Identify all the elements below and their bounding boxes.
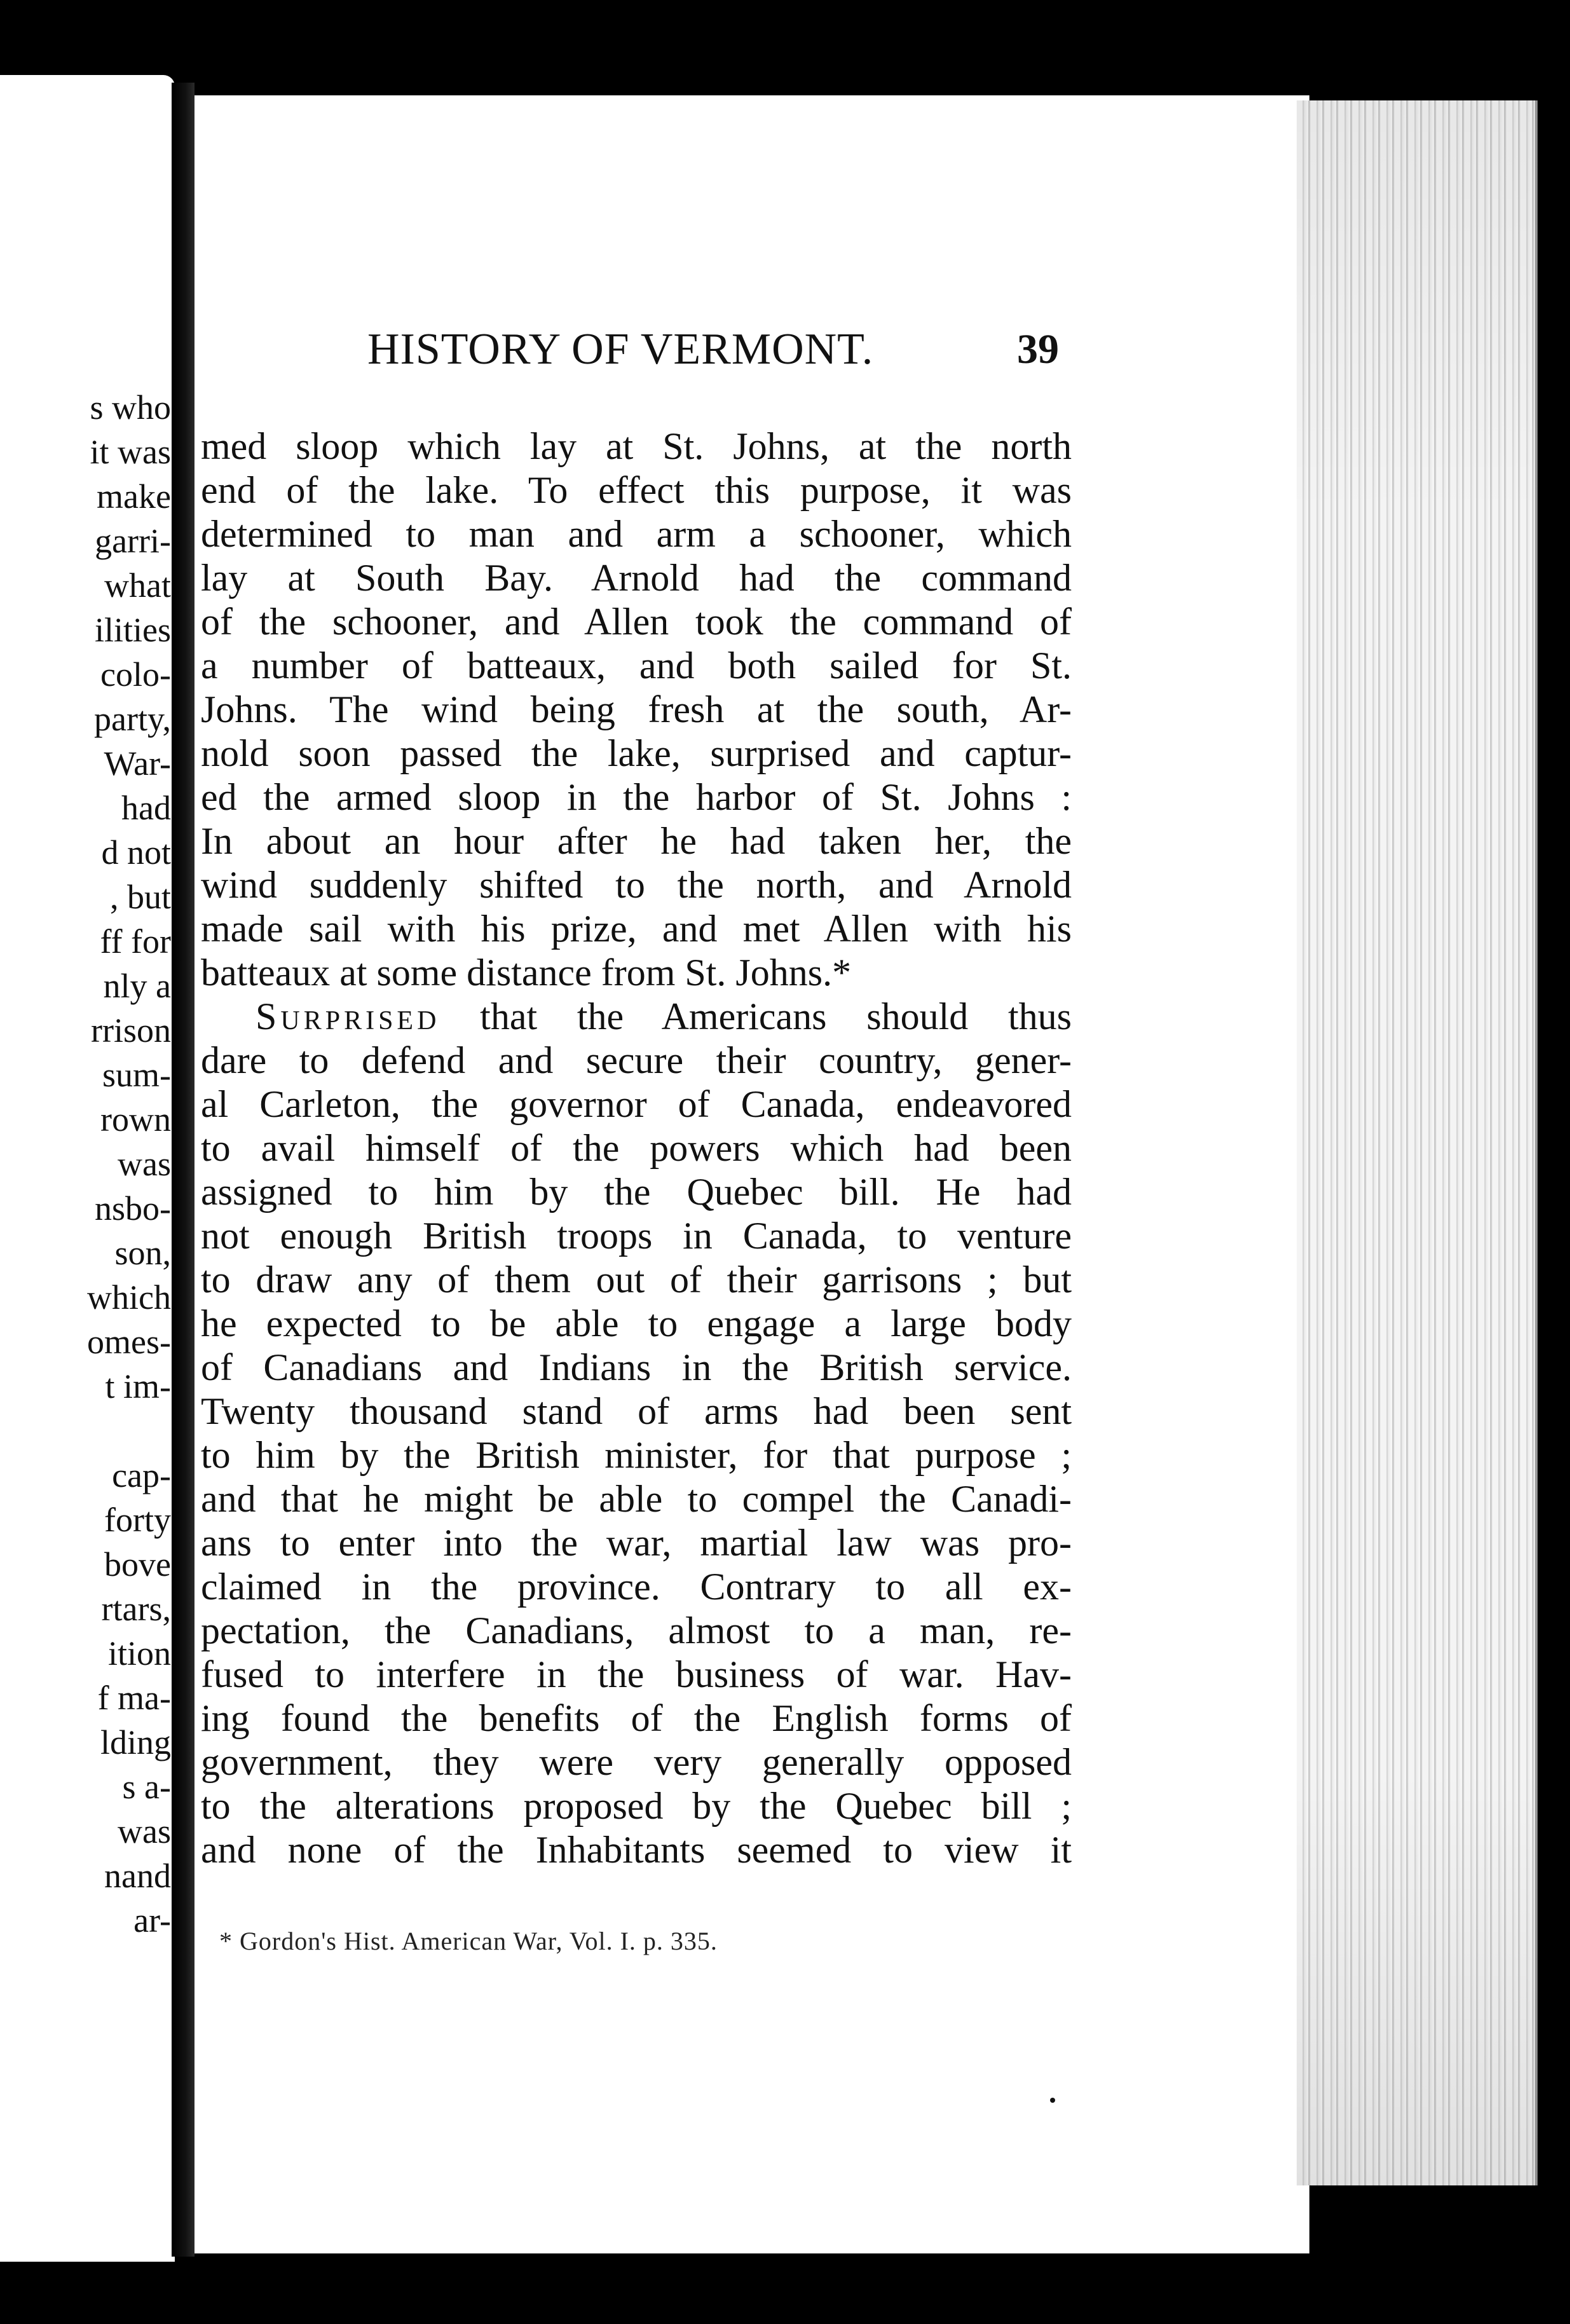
text-line: a number of batteaux, and both sailed for St.	[201, 645, 1072, 687]
left-fragment: f ma-	[97, 1679, 171, 1717]
text-line: nold soon passed the lake, surprised and captur-	[201, 732, 1072, 774]
text-line: In about an hour after he had taken her, the	[201, 820, 1072, 862]
text-line: government, they were very generally opposed	[201, 1741, 1072, 1783]
text-line: he expected to be able to engage a large body	[201, 1302, 1072, 1344]
text-line: end of the lake. To effect this purpose, it was	[201, 469, 1072, 511]
left-fragment: party,	[94, 700, 171, 738]
left-facing-page	[0, 75, 175, 2262]
left-fragment: colo-	[100, 655, 171, 694]
left-fragment: lding	[100, 1723, 171, 1761]
paragraph-first-line-rest: that the Americans should thus	[480, 995, 1072, 1037]
left-fragment: d not	[101, 833, 171, 871]
left-fragment: ar-	[133, 1901, 171, 1939]
text-line: ans to enter into the war, martial law was pro-	[201, 1522, 1072, 1564]
text-line: to draw any of them out of their garrisons ; but	[201, 1259, 1072, 1301]
left-fragment: s who	[90, 388, 171, 427]
left-fragment: it was	[90, 433, 171, 471]
text-line: determined to man and arm a schooner, which	[201, 513, 1072, 555]
text-line: of Canadians and Indians in the British service.	[201, 1346, 1072, 1388]
paragraph-lead-word: Surprised	[256, 995, 440, 1037]
text-line: claimed in the province. Contrary to all ex-	[201, 1566, 1072, 1608]
left-page-text-fragments	[6, 385, 171, 1943]
left-fragment: rtars,	[101, 1590, 171, 1628]
text-line: ed the armed sloop in the harbor of St. Johns :	[201, 776, 1072, 818]
left-fragment: nsbo-	[95, 1189, 171, 1227]
left-fragment: make	[97, 477, 171, 516]
text-line: lay at South Bay. Arnold had the command	[201, 557, 1072, 599]
left-fragment: had	[121, 789, 171, 827]
text-line: Twenty thousand stand of arms had been sent	[201, 1390, 1072, 1432]
text-line: med sloop which lay at St. Johns, at the north	[201, 425, 1072, 467]
text-line: of the schooner, and Allen took the command of	[201, 601, 1072, 643]
text-line: to the alterations proposed by the Quebec bill ;	[201, 1785, 1072, 1827]
text-line: al Carleton, the governor of Canada, endeavored	[201, 1083, 1072, 1125]
text-line: dare to defend and secure their country, gener-	[201, 1039, 1072, 1081]
text-line: fused to interfere in the business of war. Hav-	[201, 1653, 1072, 1695]
text-line: pectation, the Canadians, almost to a man, re-	[201, 1610, 1072, 1651]
left-fragment: was	[118, 1145, 171, 1183]
page-number: 39	[1017, 326, 1059, 373]
text-line: not enough British troops in Canada, to venture	[201, 1215, 1072, 1257]
left-fragment: t im-	[105, 1367, 171, 1405]
left-fragment: ilities	[95, 611, 171, 649]
left-fragment: ff for	[100, 922, 171, 960]
left-fragment: sum-	[102, 1056, 171, 1094]
running-head	[0, 324, 1570, 388]
left-fragment: garri-	[95, 522, 171, 560]
left-fragment	[6, 1409, 171, 1453]
left-fragment: nand	[104, 1857, 171, 1895]
paragraph-first-line	[201, 995, 1072, 1039]
text-line: made sail with his prize, and met Allen with his	[201, 908, 1072, 950]
running-title: HISTORY OF VERMONT.	[367, 325, 874, 374]
left-fragment: son,	[114, 1234, 171, 1272]
stray-ink-dot	[1050, 2098, 1055, 2103]
body-text	[201, 425, 1072, 1872]
text-line: and none of the Inhabitants seemed to view it	[201, 1829, 1072, 1871]
left-fragment: s a-	[122, 1768, 171, 1806]
text-line: to avail himself of the powers which had been	[201, 1127, 1072, 1169]
left-fragment: omes-	[87, 1323, 171, 1361]
text-line: to him by the British minister, for that purpose ;	[201, 1434, 1072, 1476]
left-fragment: War-	[104, 744, 171, 783]
book-gutter	[172, 83, 195, 2257]
left-fragment: cap-	[112, 1456, 171, 1494]
left-fragment: rrison	[91, 1011, 171, 1049]
text-line: Johns. The wind being fresh at the south, Ar-	[201, 688, 1072, 730]
text-line: batteaux at some distance from St. Johns.*	[201, 952, 852, 994]
page-edges-shade	[1297, 100, 1538, 2185]
left-fragment: , but	[109, 878, 171, 916]
left-fragment: which	[87, 1278, 171, 1316]
text-line: assigned to him by the Quebec bill. He had	[201, 1171, 1072, 1213]
footnote: * Gordon's Hist. American War, Vol. I. p. 335.	[219, 1927, 718, 1955]
left-fragment: forty	[104, 1501, 171, 1539]
left-fragment: rown	[100, 1100, 171, 1138]
text-line: and that he might be able to compel the Canadi-	[201, 1478, 1072, 1520]
left-fragment: was	[118, 1812, 171, 1850]
left-fragment: what	[104, 566, 171, 605]
left-fragment: bove	[104, 1545, 171, 1583]
text-line: wind suddenly shifted to the north, and Arnold	[201, 864, 1072, 906]
text-line: ing found the benefits of the English forms of	[201, 1697, 1072, 1739]
left-fragment: ition	[107, 1634, 171, 1672]
left-fragment: nly a	[103, 967, 171, 1005]
